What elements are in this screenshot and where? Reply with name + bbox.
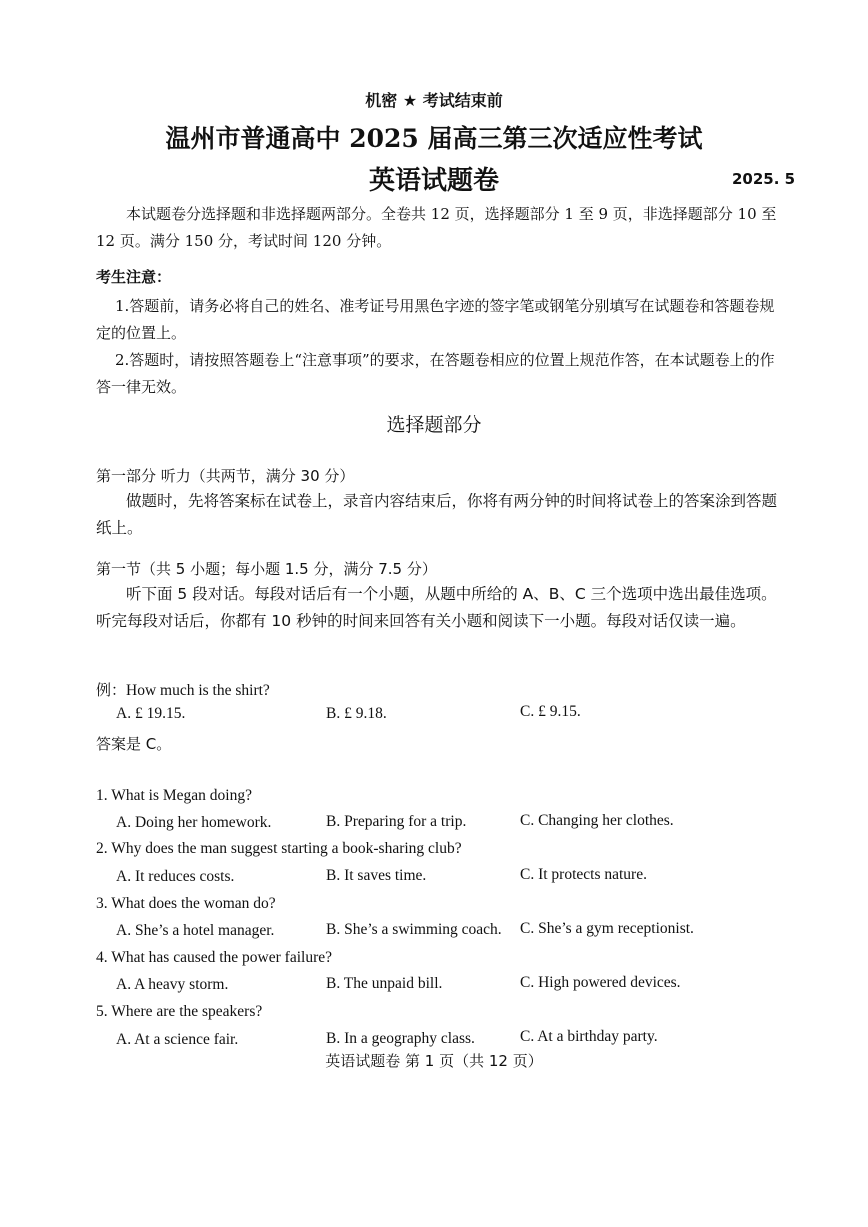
- example-option-a: A. £ 19.15.: [116, 705, 186, 722]
- question-text: 5. Where are the speakers?: [96, 1003, 263, 1020]
- option-a: A. She’s a hotel manager.: [116, 922, 275, 939]
- notice-item: 1.答题前，请务必将自己的姓名、准考证号用黑色字迹的签字笔或钢笔分别填写在试题卷和答题卷规定的位置上。: [96, 297, 775, 342]
- section-title: 选择题部分: [386, 414, 482, 436]
- example-option-b: B. £ 9.18.: [326, 705, 387, 722]
- option-b: B. She’s a swimming coach.: [326, 921, 502, 938]
- notice-heading: 考生注意：: [96, 268, 172, 286]
- option-c: C. It protects nature.: [520, 866, 647, 883]
- option-a: A. At a science fair.: [116, 1031, 239, 1048]
- question-text: 1. What is Megan doing?: [96, 787, 252, 804]
- exam-title: 温州市普通高中 2025 届高三第三次适应性考试: [165, 124, 703, 153]
- option-c: C. Changing her clothes.: [520, 812, 674, 829]
- option-b: B. The unpaid bill.: [326, 975, 443, 992]
- question-text: 2. Why does the man suggest starting a book-sharing club?: [96, 840, 462, 857]
- page-footer: 英语试题卷 第 1 页（共 12 页）: [325, 1052, 543, 1070]
- confidential-label: 机密 ★ 考试结束前: [365, 91, 503, 110]
- section-heading: 第一节（共 5 小题；每小题 1.5 分，满分 7.5 分）: [96, 560, 437, 578]
- example-answer: 答案是 C。: [96, 735, 172, 753]
- exam-date: 2025. 5: [732, 170, 796, 188]
- option-b: B. Preparing for a trip.: [326, 813, 467, 830]
- option-b: B. In a geography class.: [326, 1030, 475, 1047]
- example-question-text: How much is the shirt?: [126, 682, 270, 699]
- part-heading: 第一部分 听力（共两节，满分 30 分）: [96, 467, 355, 485]
- notice-item: 2.答题时，请按照答题卷上“注意事项”的要求，在答题卷相应的位置上规范作答，在本试题卷上的作答一律无效。: [96, 351, 775, 396]
- option-c: C. At a birthday party.: [520, 1028, 658, 1045]
- example-question: [96, 679, 270, 700]
- option-c: C. High powered devices.: [520, 974, 681, 991]
- intro-paragraph: 本试题卷分选择题和非选择题两部分。全卷共 12 页，选择题部分 1 至 9 页，非选择题部分 10 至 12 页。满分 150 分，考试时间 120 分钟。: [96, 205, 777, 250]
- paper-title: 英语试题卷: [368, 166, 499, 196]
- option-b: B. It saves time.: [326, 867, 427, 884]
- option-a: A. A heavy storm.: [116, 976, 229, 993]
- option-c: C. She’s a gym receptionist.: [520, 920, 694, 937]
- part-instruction: 做题时，先将答案标在试卷上，录音内容结束后，你将有两分钟的时间将试卷上的答案涂到答题纸上。: [96, 492, 778, 537]
- option-a: A. It reduces costs.: [116, 868, 235, 885]
- question-text: 3. What does the woman do?: [96, 895, 276, 912]
- question-text: 4. What has caused the power failure?: [96, 949, 332, 966]
- example-prefix: 例：: [96, 681, 127, 699]
- option-a: A. Doing her homework.: [116, 814, 272, 831]
- example-option-c: C. £ 9.15.: [520, 703, 581, 720]
- section-instruction: 听下面 5 段对话。每段对话后有一个小题，从题中所给的 A、B、C 三个选项中选出最佳选项。听完每段对话后，你都有 10 秒钟的时间来回答有关小题和阅读下一小题。每段对话仅读一遍。: [96, 585, 777, 630]
